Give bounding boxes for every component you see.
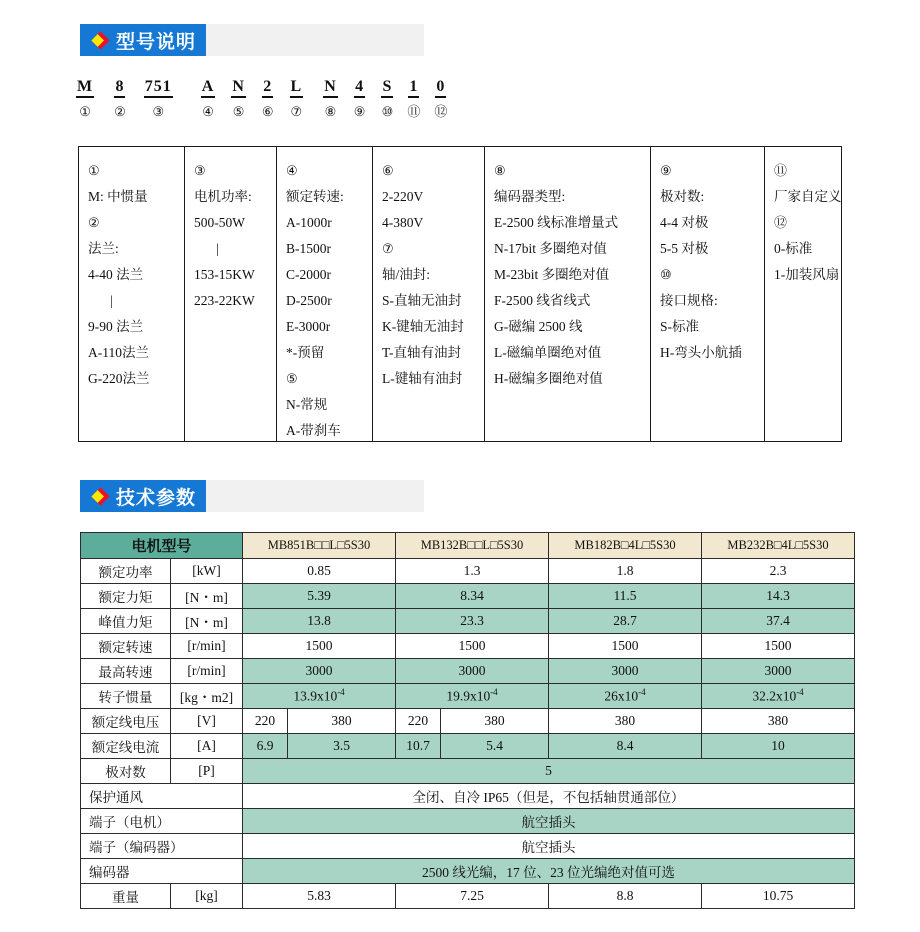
row-value: 3000 [396,659,549,684]
voltage-value: 380 [549,709,702,734]
model-code-item [434,78,447,119]
section-title-tech-params: 技术参数 [116,486,197,509]
table-row [81,634,855,659]
table-row [81,684,855,709]
row-unit: [r/min] [171,634,243,659]
model-code-letter: N [231,78,246,98]
legend-line: D-2500r [286,293,332,308]
header-model-2: MB132B□□L□5S30 [396,533,549,559]
section-banner-model-desc [80,24,424,56]
model-code-item [144,78,173,119]
row-label: 重量 [81,884,171,909]
legend-line: G-220法兰 [88,371,150,386]
legend-line: | [216,241,219,256]
model-code-index: ② [114,104,126,119]
row-value: $26x10^{-4}$ [549,684,702,709]
voltage-value: 380 [288,709,396,734]
row-value: 3000 [702,659,855,684]
table-row [81,659,855,684]
row-value: 28.7 [549,609,702,634]
model-code-letter: M [76,78,94,98]
current-value: 10.7 [396,734,441,759]
section-banner-tech-params [80,480,424,512]
row-value: 1500 [396,634,549,659]
legend-line: 轴/油封: [382,267,431,282]
legend-column-7 [765,147,841,441]
model-code-index: ① [79,104,91,119]
row-label: 峰值力矩 [81,609,171,634]
model-code-index: ③ [152,104,165,119]
row-label: 最高转速 [81,659,171,684]
row-label: 额定转速 [81,634,171,659]
legend-line: T-直轴有油封 [382,345,462,360]
row-label: 转子惯量 [81,684,171,709]
voltage-value: 380 [441,709,549,734]
table-row [81,559,855,584]
diamond-bullet-icon [91,31,109,49]
banner-tail [206,24,424,56]
row-value: 13.8 [243,609,396,634]
legend-line: E-3000r [286,319,331,334]
legend-line: ② [88,215,100,230]
row-label: 保护通风 [81,784,243,809]
legend-line: 4-380V [382,215,424,230]
legend-line: 4-40 法兰 [88,267,144,282]
row-value: 1.3 [396,559,549,584]
current-value: 8.4 [549,734,702,759]
model-code-letter: S [381,78,393,98]
banner-notch-icon [206,480,232,512]
table-header-row [81,533,855,559]
row-value: 5.39 [243,584,396,609]
legend-line: 4-4 对极 [660,215,709,230]
row-unit: [r/min] [171,659,243,684]
section-title-model-desc: 型号说明 [116,30,197,53]
model-code-item [354,78,366,119]
legend-line: ④ [286,163,298,178]
legend-line: 500-50W [194,215,245,230]
model-code-letter: 1 [408,78,419,98]
model-code-index: ⑪ [407,104,421,119]
legend-line: *-预留 [286,345,325,360]
voltage-value: 220 [243,709,288,734]
row-label: 额定功率 [81,559,171,584]
weight-value: 8.8 [549,884,702,909]
legend-line: ⑨ [660,163,672,178]
row-value: 1500 [243,634,396,659]
legend-line: A-1000r [286,215,332,230]
row-value: 14.3 [702,584,855,609]
legend-line: ③ [194,163,206,178]
voltage-value: 220 [396,709,441,734]
legend-column-4 [373,147,485,441]
current-value: 6.9 [243,734,288,759]
row-label: 端子（电机） [81,809,243,834]
legend-line: ⑤ [286,371,298,386]
terminal-encoder-value: 航空插头 [243,834,855,859]
model-code-letter: 0 [435,78,446,98]
row-label: 额定线电流 [81,734,171,759]
row-unit: [N・m] [171,584,243,609]
table-row-terminal-encoder [81,834,855,859]
model-code-index: ⑧ [324,104,337,119]
table-row-weight [81,884,855,909]
row-value: 3000 [243,659,396,684]
exponent: -4 [337,687,345,698]
legend-line: N-17bit 多圈绝对值 [494,241,607,256]
legend-line: 额定转速: [286,189,344,204]
model-code-legend-table [78,146,842,442]
row-value: 8.34 [396,584,549,609]
table-row-voltage [81,709,855,734]
table-row [81,584,855,609]
legend-column-3 [277,147,373,441]
row-value: 1.8 [549,559,702,584]
legend-line: ① [88,163,100,178]
row-label: 端子（编码器） [81,834,243,859]
model-code-row [76,78,447,119]
legend-line: C-2000r [286,267,331,282]
legend-line: B-1500r [286,241,331,256]
header-model-4: MB232B□4L□5S30 [702,533,855,559]
legend-line: N-常规 [286,397,328,412]
model-code-index: ⑥ [261,104,274,119]
row-value: 37.4 [702,609,855,634]
exponent: -4 [490,687,498,698]
current-value: 3.5 [288,734,396,759]
legend-line: ⑥ [382,163,394,178]
row-value: $19.9x10^{-4}$ [396,684,549,709]
legend-line: 2-220V [382,189,424,204]
legend-column-2 [185,147,277,441]
voltage-value: 380 [702,709,855,734]
legend-line: 极对数: [660,189,705,204]
diamond-bullet-icon [91,487,109,505]
current-value: 10 [702,734,855,759]
model-code-index: ④ [202,104,214,119]
legend-column-6 [651,147,765,441]
legend-line: S-直轴无油封 [382,293,462,308]
legend-line: L-键轴有油封 [382,371,463,386]
row-value: 2.3 [702,559,855,584]
weight-value: 5.83 [243,884,396,909]
weight-value: 7.25 [396,884,549,909]
legend-line: 法兰: [88,241,119,256]
model-code-index: ⑤ [232,104,245,119]
model-code-letter: L [290,78,304,98]
legend-line: ⑩ [660,267,672,282]
row-label: 极对数 [81,759,171,784]
legend-line: 9-90 法兰 [88,319,144,334]
row-label: 额定力矩 [81,584,171,609]
model-code-letter: 2 [262,78,273,98]
model-code-item [262,78,274,119]
table-row-protection [81,784,855,809]
table-row-terminal-motor [81,809,855,834]
table-row-poles [81,759,855,784]
legend-line: 电机功率: [194,189,252,204]
legend-column-5 [485,147,651,441]
row-unit: [kg・m2] [171,684,243,709]
model-code-item [407,78,420,119]
model-code-index: ⑩ [381,104,394,119]
legend-line: A-带刹车 [286,423,341,438]
row-unit: [A] [171,734,243,759]
legend-line: | [110,293,113,308]
legend-line: ⑪ [774,163,788,178]
legend-line: ⑦ [382,241,394,256]
tech-params-table-wrap [80,532,855,909]
row-unit: [kW] [171,559,243,584]
legend-line: ⑧ [494,163,506,178]
row-label: 额定线电压 [81,709,171,734]
model-code-letter: A [201,78,216,98]
current-value: 5.4 [441,734,549,759]
pole-value: 5 [243,759,855,784]
exponent: -4 [638,687,646,698]
model-code-item [231,78,246,119]
row-unit: [P] [171,759,243,784]
legend-line: 1-加装风扇 [774,267,840,282]
table-row-current [81,734,855,759]
legend-line: F-2500 线省线式 [494,293,591,308]
model-code-letter: 751 [144,78,173,98]
weight-value: 10.75 [702,884,855,909]
row-value: 3000 [549,659,702,684]
table-row-encoder [81,859,855,884]
legend-line: 编码器类型: [494,189,566,204]
legend-line: A-110法兰 [88,345,149,360]
model-code-letter: N [323,78,338,98]
legend-column-1 [79,147,185,441]
banner-blue-body [80,24,206,56]
row-value: $13.9x10^{-4}$ [243,684,396,709]
row-value: 11.5 [549,584,702,609]
header-model-label: 电机型号 [81,533,243,559]
legend-line: H-磁编多圈绝对值 [494,371,603,386]
banner-notch-icon [206,24,232,56]
legend-line: K-键轴无油封 [382,319,464,334]
legend-line: E-2500 线标准增量式 [494,215,619,230]
row-unit: [V] [171,709,243,734]
row-unit: [kg] [171,884,243,909]
legend-line: ⑫ [774,215,788,230]
model-code-index: ⑨ [353,104,366,119]
row-label: 编码器 [81,859,243,884]
model-code-item [381,78,393,119]
tech-params-table [80,532,855,909]
model-code-index: ⑫ [434,104,448,119]
model-code-item [114,78,126,119]
model-code-item [290,78,304,119]
legend-line: 223-22KW [194,293,255,308]
legend-line: H-弯头小航插 [660,345,742,360]
terminal-motor-value: 航空插头 [243,809,855,834]
legend-line: S-标准 [660,319,700,334]
row-value: 1500 [702,634,855,659]
legend-line: 0-标准 [774,241,813,256]
legend-line: 5-5 对极 [660,241,709,256]
header-model-1: MB851B□□L□5S30 [243,533,396,559]
model-code-item [201,78,216,119]
row-value: $32.2x10^{-4}$ [702,684,855,709]
model-code-letter: 8 [114,78,125,98]
row-value: 23.3 [396,609,549,634]
row-unit: [N・m] [171,609,243,634]
banner-tail [206,480,424,512]
legend-line: 153-15KW [194,267,255,282]
encoder-value: 2500 线光编，17 位、23 位光编绝对值可选 [243,859,855,884]
legend-line: 接口规格: [660,293,718,308]
model-code-item [323,78,338,119]
exponent: -4 [796,687,804,698]
legend-line: 厂家自定义 [774,189,842,204]
banner-blue-body-2 [80,480,206,512]
model-code-letter: 4 [354,78,365,98]
legend-line: M: 中惯量 [88,189,148,204]
legend-line: L-磁编单圈绝对值 [494,345,602,360]
model-code-index: ⑦ [290,104,303,119]
legend-line: G-磁编 2500 线 [494,319,583,334]
row-value: 1500 [549,634,702,659]
protection-value: 全闭、自冷 IP65（但是，不包括轴贯通部位） [243,784,855,809]
model-code-item [76,78,94,119]
header-model-3: MB182B□4L□5S30 [549,533,702,559]
table-row [81,609,855,634]
row-value: 0.85 [243,559,396,584]
legend-line: M-23bit 多圈绝对值 [494,267,610,282]
